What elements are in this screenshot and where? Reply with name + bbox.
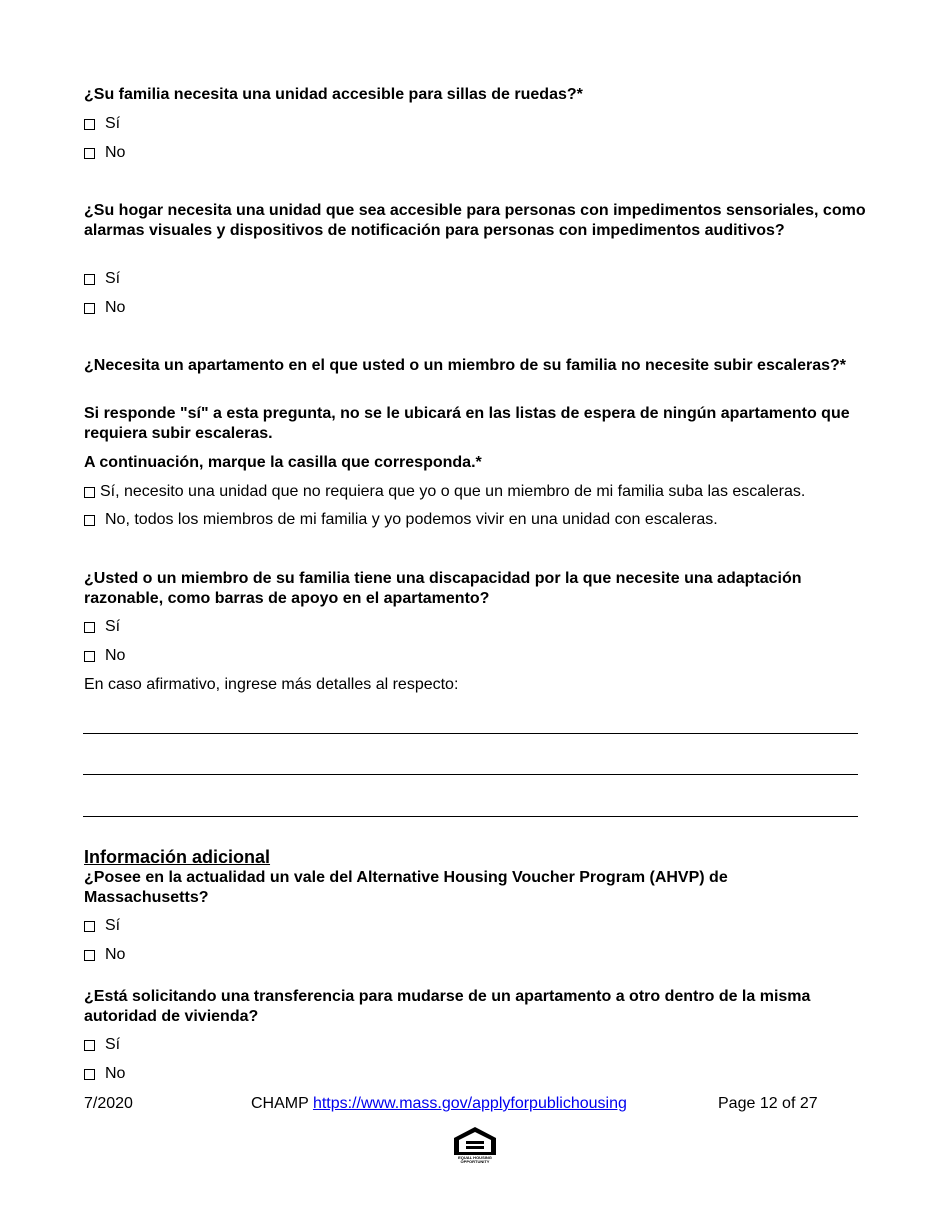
checkbox[interactable] bbox=[84, 950, 95, 961]
checkbox[interactable] bbox=[84, 274, 95, 285]
footer-date: 7/2020 bbox=[84, 1095, 133, 1112]
checkbox[interactable] bbox=[84, 515, 95, 526]
wheelchair-yes-option[interactable] bbox=[84, 114, 120, 134]
footer-page-number: Page 12 of 27 bbox=[718, 1095, 818, 1112]
option-label: Sí bbox=[105, 917, 121, 934]
option-label: No bbox=[105, 946, 126, 963]
checkbox[interactable] bbox=[84, 921, 95, 932]
sensory-no-option[interactable] bbox=[84, 298, 125, 318]
question-ahvp: ¿Posee en la actualidad un vale del Alternative Housing Voucher Program (AHVP) de Massachusetts? bbox=[84, 869, 728, 906]
ahvp-yes-option[interactable] bbox=[84, 916, 120, 936]
option-label: Sí bbox=[105, 270, 121, 287]
option-label: Sí bbox=[105, 1036, 121, 1053]
accommodation-yes-option[interactable] bbox=[84, 617, 120, 637]
question-stairs: ¿Necesita un apartamento en el que usted o un miembro de su familia no necesite subir escaleras?* bbox=[84, 357, 847, 374]
footer-program: CHAMP bbox=[251, 1095, 309, 1112]
checkbox[interactable] bbox=[84, 487, 95, 498]
checkbox[interactable] bbox=[84, 119, 95, 130]
checkbox[interactable] bbox=[84, 148, 95, 159]
stairs-no-option[interactable] bbox=[84, 510, 718, 530]
checkbox[interactable] bbox=[84, 651, 95, 662]
checkbox[interactable] bbox=[84, 1040, 95, 1051]
stairs-yes-option[interactable] bbox=[84, 482, 805, 502]
question-transfer: ¿Está solicitando una transferencia para mudarse de un apartamento a otro dentro de la misma autoridad de vivienda? bbox=[84, 988, 811, 1025]
accommodation-no-option[interactable] bbox=[84, 646, 125, 666]
stairs-instruction: A continuación, marque la casilla que corresponda.* bbox=[84, 454, 482, 471]
option-label: No bbox=[105, 647, 126, 664]
ahvp-no-option[interactable] bbox=[84, 945, 125, 965]
option-label: No bbox=[105, 1065, 126, 1082]
option-label: Sí bbox=[105, 618, 121, 635]
wheelchair-no-option[interactable] bbox=[84, 143, 125, 163]
details-line-2[interactable] bbox=[83, 774, 858, 775]
option-label: No bbox=[105, 299, 126, 316]
section-heading: Información adicional bbox=[84, 847, 271, 867]
details-prompt: En caso afirmativo, ingrese más detalles al respecto: bbox=[84, 676, 459, 693]
checkbox[interactable] bbox=[84, 1069, 95, 1080]
question-wheelchair: ¿Su familia necesita una unidad accesible para sillas de ruedas?* bbox=[84, 86, 583, 103]
footer-link[interactable]: https://www.mass.gov/applyforpublichousing bbox=[312, 1095, 627, 1112]
logo-text: EQUAL HOUSING OPPORTUNITY bbox=[458, 1155, 492, 1164]
equal-housing-opportunity-icon bbox=[450, 1125, 500, 1165]
option-label: No bbox=[105, 144, 126, 161]
footer-program-line bbox=[251, 1094, 627, 1114]
checkbox[interactable] bbox=[84, 303, 95, 314]
option-label: No, todos los miembros de mi familia y yo podemos vivir en una unidad con escaleras. bbox=[105, 511, 718, 528]
stairs-note: Si responde "sí" a esta pregunta, no se le ubicará en las listas de espera de ningún apartamento que requiera subir escaleras. bbox=[84, 405, 850, 442]
checkbox[interactable] bbox=[84, 622, 95, 633]
transfer-yes-option[interactable] bbox=[84, 1035, 120, 1055]
details-line-3[interactable] bbox=[83, 816, 858, 817]
question-accommodation: ¿Usted o un miembro de su familia tiene una discapacidad por la que necesite una adaptación razonable, como barras de apoyo en el apartamento? bbox=[84, 570, 802, 607]
question-sensory: ¿Su hogar necesita una unidad que sea accesible para personas con impedimentos sensoriales, como alarmas visuales y dispositivos de notificación para personas con impedimentos auditivos? bbox=[84, 202, 866, 239]
details-line-1[interactable] bbox=[83, 733, 858, 734]
option-label: Sí bbox=[105, 115, 121, 132]
sensory-yes-option[interactable] bbox=[84, 269, 120, 289]
option-label: Sí, necesito una unidad que no requiera que yo o que un miembro de mi familia suba las escaleras. bbox=[100, 483, 806, 500]
transfer-no-option[interactable] bbox=[84, 1064, 125, 1084]
